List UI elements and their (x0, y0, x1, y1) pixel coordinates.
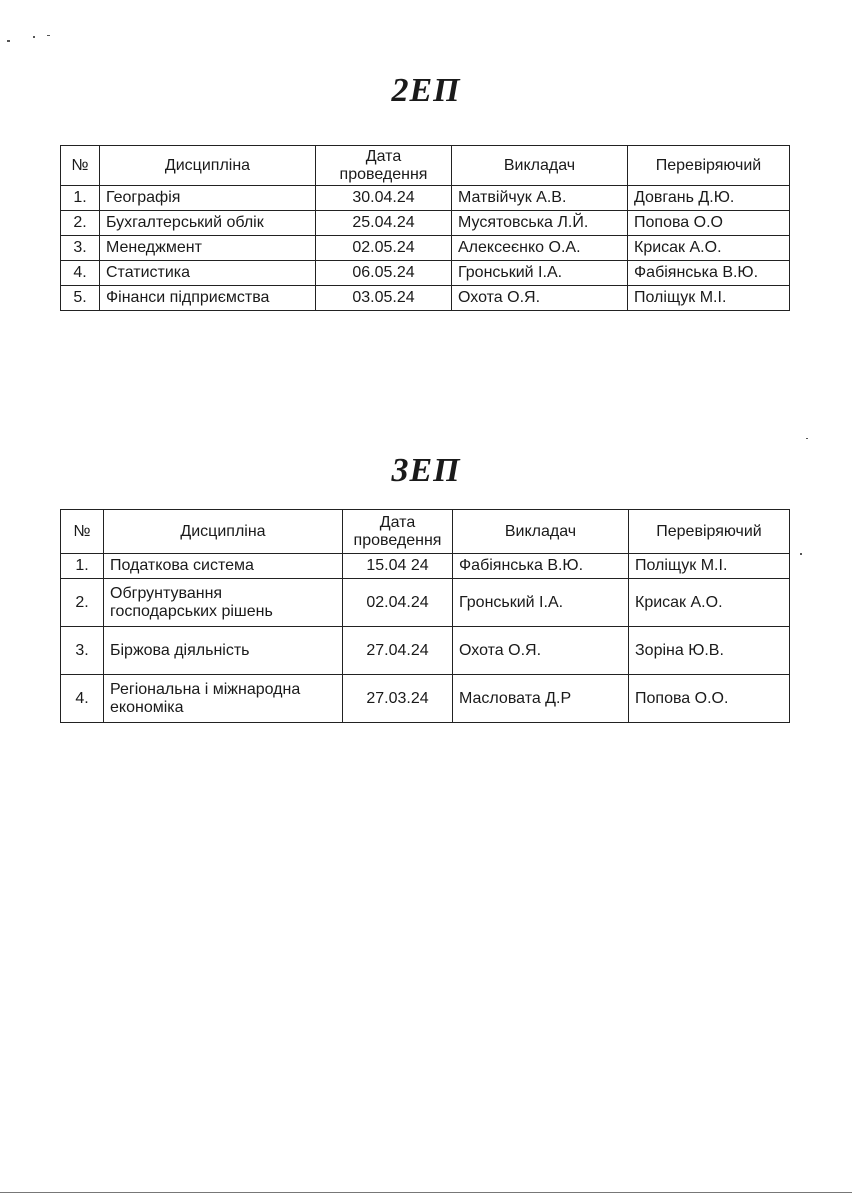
table-row (61, 286, 790, 311)
cell-checker: Попова О.О. (629, 675, 790, 723)
cell-teacher: Фабіянська В.Ю. (453, 554, 629, 579)
cell-discipline (104, 627, 343, 675)
cell-discipline-line1: Біржова діяльність (110, 641, 250, 659)
cell-num: 1. (61, 186, 100, 211)
header-discipline: Дисципліна (104, 510, 343, 554)
cell-date: 27.04.24 (343, 627, 453, 675)
cell-discipline: Географія (100, 186, 316, 211)
header-date-line2: проведення (353, 531, 442, 549)
header-date-line1: Дата (365, 147, 402, 165)
cell-teacher: Охота О.Я. (452, 286, 628, 311)
cell-checker: Крисак А.О. (628, 236, 790, 261)
cell-teacher: Мусятовська Л.Й. (452, 211, 628, 236)
schedule-table-3ep (60, 509, 790, 723)
table-row (61, 236, 790, 261)
cell-discipline: Менеджмент (100, 236, 316, 261)
table-row (61, 261, 790, 286)
table-header-row (61, 146, 790, 186)
cell-num: 2. (61, 579, 104, 627)
cell-date: 27.03.24 (343, 675, 453, 723)
scan-edge-line (0, 1192, 852, 1193)
table-row (61, 627, 790, 675)
header-checker: Перевіряючий (628, 146, 790, 186)
scan-speck (47, 35, 50, 36)
scan-speck (33, 36, 35, 38)
cell-date: 06.05.24 (316, 261, 452, 286)
cell-checker: Поліщук М.І. (628, 286, 790, 311)
header-date (343, 510, 453, 554)
cell-discipline (104, 554, 343, 579)
cell-teacher: Охота О.Я. (453, 627, 629, 675)
cell-checker: Фабіянська В.Ю. (628, 261, 790, 286)
cell-discipline (104, 675, 343, 723)
table-row (61, 579, 790, 627)
scan-speck (7, 40, 10, 42)
cell-discipline-line2: господарських рішень (110, 602, 273, 620)
cell-discipline-line1: Регіональна і міжнародна (110, 680, 301, 698)
scan-speck (800, 553, 802, 555)
cell-teacher: Алексеєнко О.А. (452, 236, 628, 261)
cell-date: 25.04.24 (316, 211, 452, 236)
cell-date: 02.05.24 (316, 236, 452, 261)
cell-discipline: Бухгалтерський облік (100, 211, 316, 236)
header-date-line1: Дата (379, 513, 416, 531)
cell-discipline: Статистика (100, 261, 316, 286)
header-date-line2: проведення (339, 165, 428, 183)
header-date (316, 146, 452, 186)
schedule-table-2ep (60, 145, 790, 311)
section-title-3ep: 3ЕП (391, 452, 461, 489)
cell-num: 4. (61, 675, 104, 723)
header-discipline: Дисципліна (100, 146, 316, 186)
cell-discipline-line1: Податкова система (110, 557, 254, 574)
cell-date: 03.05.24 (316, 286, 452, 311)
header-checker: Перевіряючий (629, 510, 790, 554)
cell-checker: Довгань Д.Ю. (628, 186, 790, 211)
cell-teacher: Масловата Д.Р (453, 675, 629, 723)
table-row (61, 675, 790, 723)
cell-num: 3. (61, 236, 100, 261)
table-row (61, 211, 790, 236)
cell-teacher: Матвійчук А.В. (452, 186, 628, 211)
cell-num: 1. (61, 554, 104, 579)
cell-date: 02.04.24 (343, 579, 453, 627)
cell-discipline-line2: економіка (110, 698, 184, 716)
cell-teacher: Гронський І.А. (452, 261, 628, 286)
cell-num: 2. (61, 211, 100, 236)
table-row (61, 554, 790, 579)
header-num: № (61, 146, 100, 186)
cell-num: 4. (61, 261, 100, 286)
cell-date: 15.04 24 (343, 554, 453, 579)
cell-num: 3. (61, 627, 104, 675)
cell-checker: Зоріна Ю.В. (629, 627, 790, 675)
table-header-row (61, 510, 790, 554)
cell-date: 30.04.24 (316, 186, 452, 211)
header-teacher: Викладач (452, 146, 628, 186)
cell-discipline-line1: Обгрунтування (110, 584, 223, 602)
cell-discipline (104, 579, 343, 627)
cell-num: 5. (61, 286, 100, 311)
cell-checker: Крисак А.О. (629, 579, 790, 627)
table-row (61, 186, 790, 211)
header-teacher: Викладач (453, 510, 629, 554)
section-title-2ep: 2ЕП (391, 72, 461, 109)
scan-speck (806, 438, 808, 439)
header-num: № (61, 510, 104, 554)
cell-discipline: Фінанси підприємства (100, 286, 316, 311)
cell-teacher: Гронський І.А. (453, 579, 629, 627)
cell-checker: Поліщук М.І. (629, 554, 790, 579)
cell-checker: Попова О.О (628, 211, 790, 236)
